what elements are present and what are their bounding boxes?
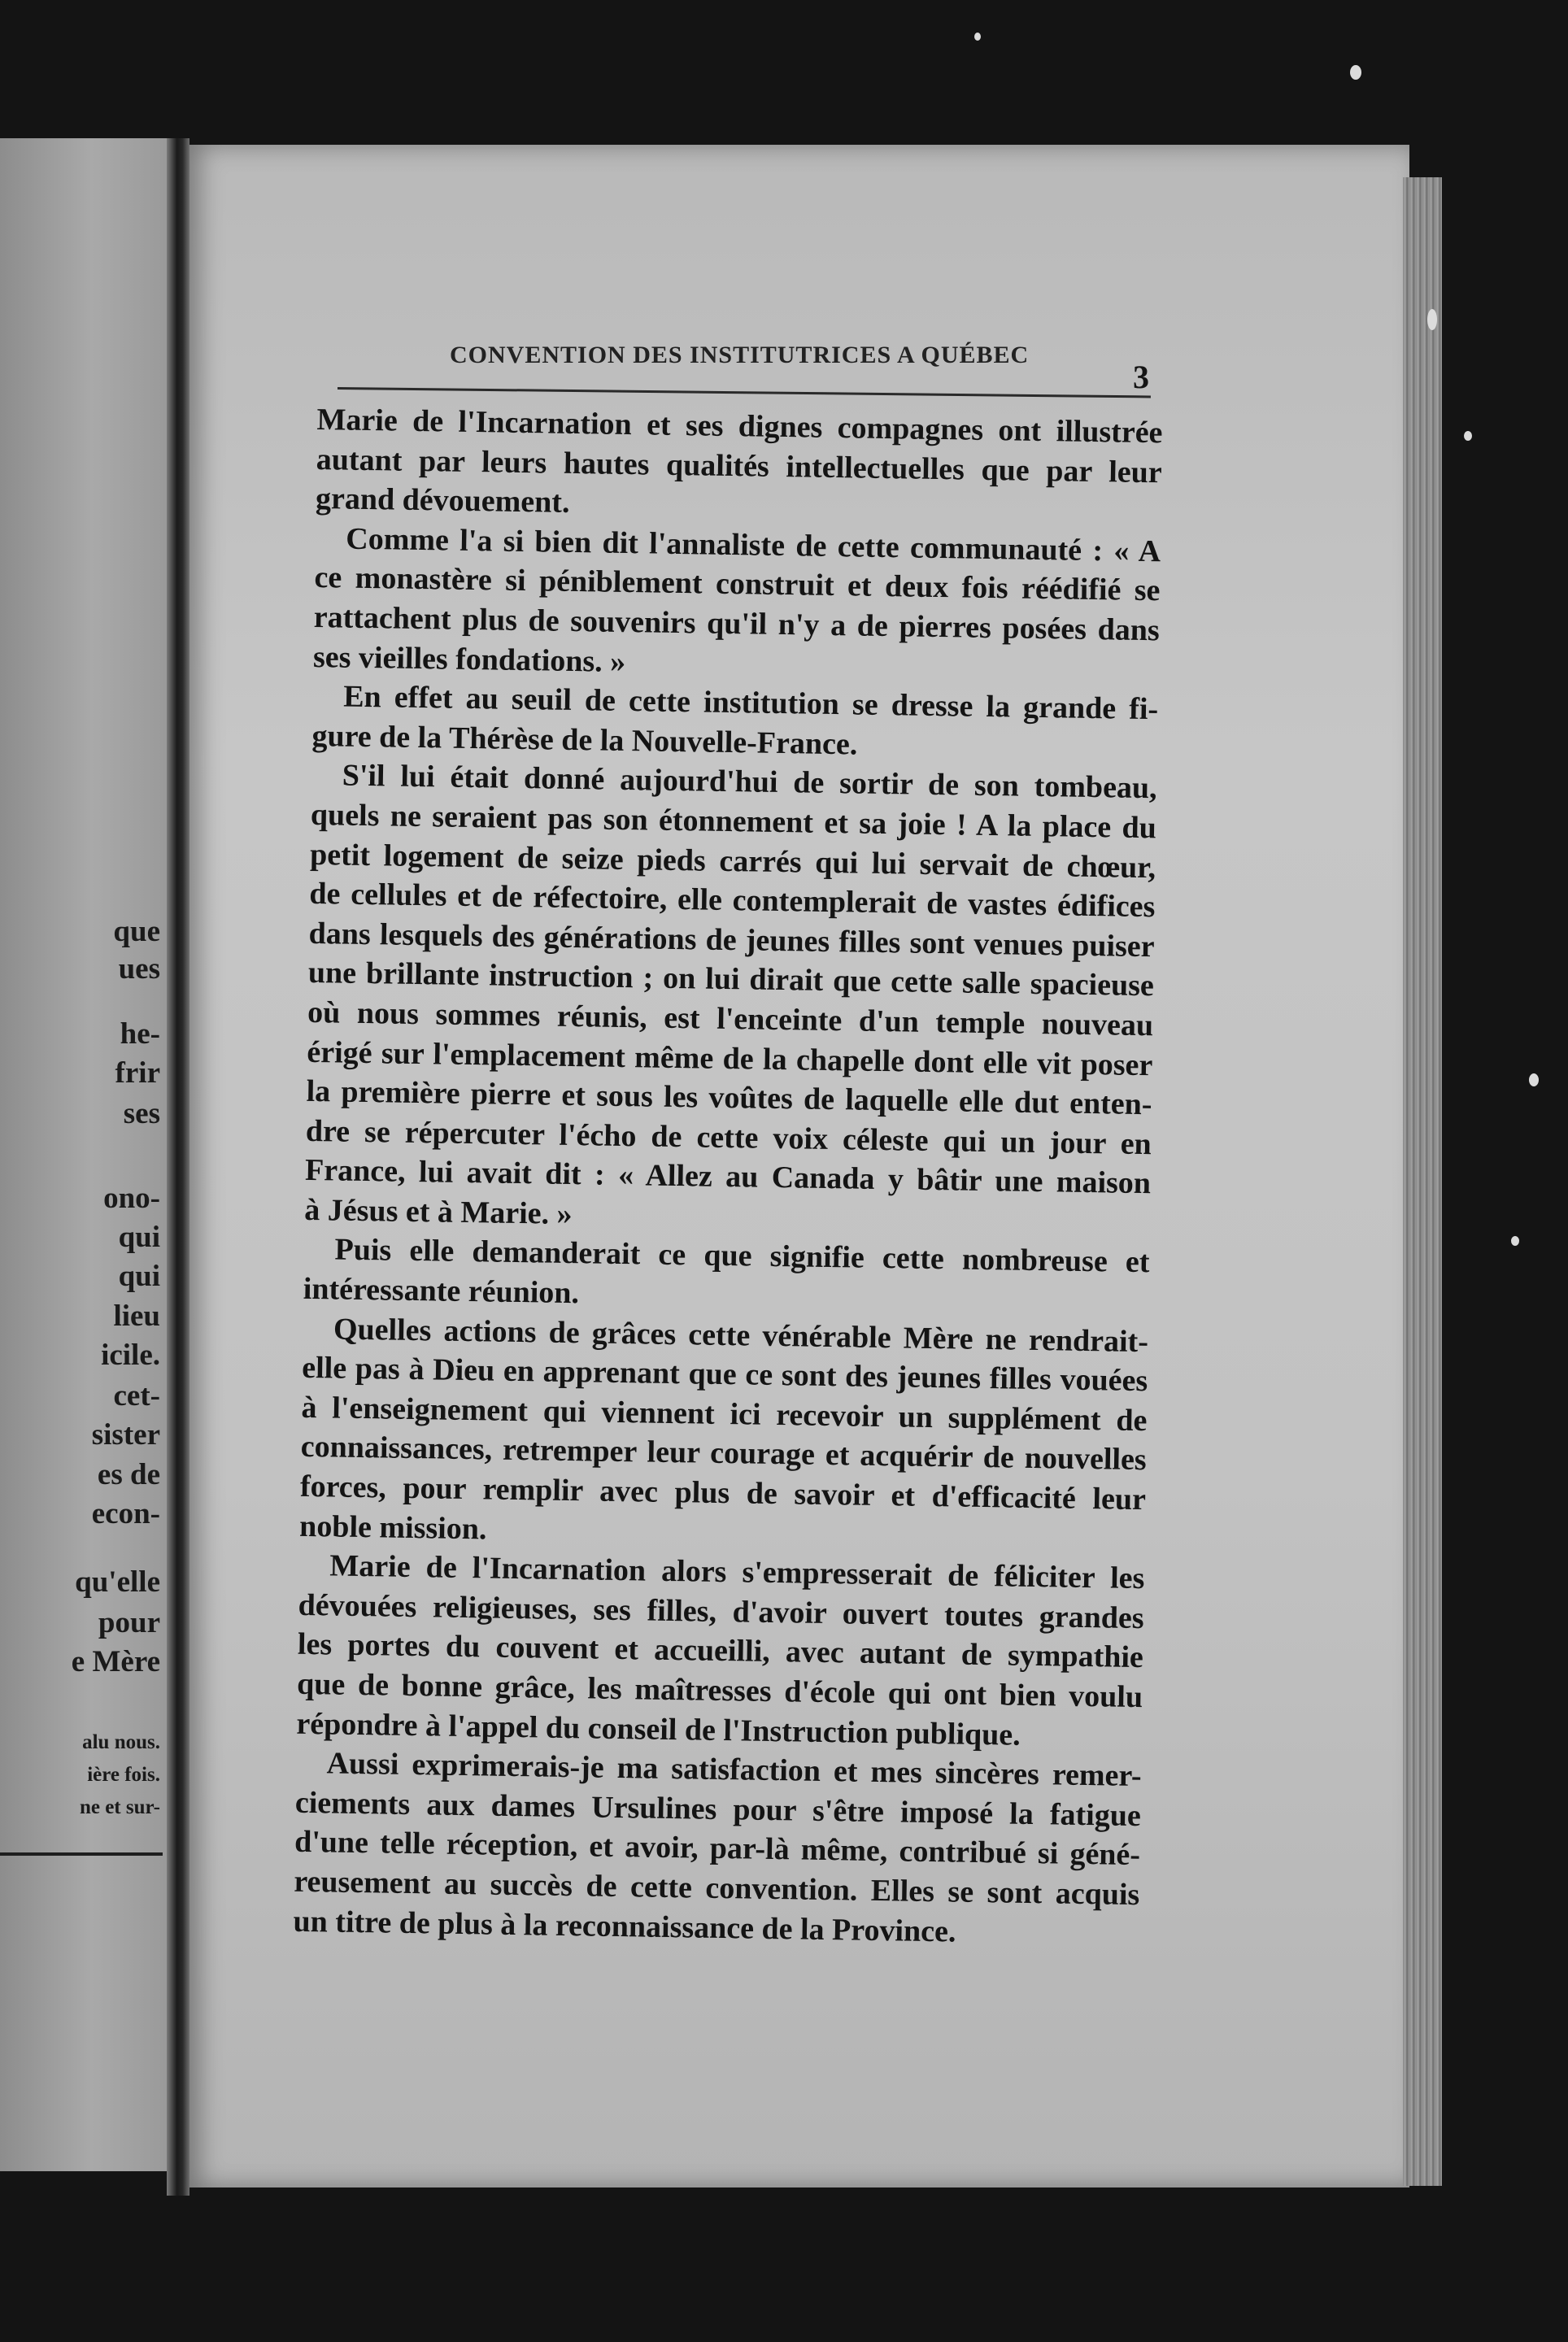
text-line: dans lesquels des générations de jeunes filles sont venues puiser <box>308 916 1155 964</box>
text-line: petit logement de seize pieds carrés qui lui servait de chœur, <box>309 837 1156 885</box>
text-line: de cellules et de réfectoire, elle contemplerait de vastes édifices <box>309 877 1156 925</box>
left-page-fragment: ono- <box>103 1182 160 1215</box>
left-page-fragment: cet- <box>113 1379 160 1413</box>
book-gutter <box>167 138 189 2196</box>
left-page-fragment: econ- <box>91 1497 160 1530</box>
text-line: dre se répercuter l'écho de cette voix céleste qui un jour en <box>305 1113 1152 1161</box>
text-line: En effet au seuil de cette institution se dresse la grande fi- <box>342 679 1159 727</box>
left-page-footnote: ière fois. <box>87 1764 160 1786</box>
text-line: grand dévouement. <box>315 481 570 520</box>
text-line: la première pierre et sous les voûtes de laquelle elle dut enten- <box>306 1073 1152 1122</box>
left-page-fragment: ses <box>123 1097 160 1130</box>
left-page-fragment: que <box>113 915 160 948</box>
text-line: elle pas à Dieu en apprenant que ce sont des jeunes filles vouées <box>301 1351 1148 1399</box>
text-line: Puis elle demanderait ce que signifie cette nombreuse et <box>334 1232 1150 1280</box>
text-line: dévouées religieuses, ses filles, d'avoir ouvert toutes grandes <box>298 1587 1144 1635</box>
running-head: CONVENTION DES INSTITUTRICES A QUÉBEC <box>450 342 1030 368</box>
left-page-footnote: ne et sur- <box>79 1796 160 1818</box>
left-page-fragment: es de <box>97 1458 160 1491</box>
text-line: Aussi exprimerais-je ma satisfaction et mes sincères remer- <box>326 1746 1142 1794</box>
left-page-fragment: e Mère <box>71 1645 160 1678</box>
left-page-fragment: qui <box>118 1221 160 1254</box>
text-line: rattachent plus de souvenirs qu'il n'y a de pierres posées dans <box>313 599 1161 648</box>
left-page-fragment: he- <box>120 1017 160 1051</box>
text-line: autant par leurs hautes qualités intellectuelles que par leur <box>316 442 1163 490</box>
text-line: gure de la Thérèse de la Nouvelle-France. <box>311 718 858 762</box>
text-line: les portes du couvent et accueilli, avec autant de sympathie <box>297 1627 1144 1675</box>
text-line: France, lui avait dit : « Allez au Canada y bâtir une maison <box>304 1153 1152 1201</box>
text-line: Comme l'a si bien dit l'annaliste de cette communauté : « A <box>345 521 1161 569</box>
text-line: reusement au succès de cette convention. Elles se sont acquis <box>294 1864 1140 1913</box>
footnote-rule <box>0 1852 163 1856</box>
left-page-fragment: frir <box>115 1056 160 1090</box>
text-line: Marie de l'Incarnation et ses dignes compagnes ont illustrée <box>316 402 1163 451</box>
text-line: un titre de plus à la reconnaissance de la Province. <box>293 1904 956 1949</box>
text-line: forces, pour remplir avec plus de savoir et d'efficacité leur <box>299 1469 1147 1517</box>
text-line: quels ne seraient pas son étonnement et sa joie ! A la place du <box>310 797 1157 846</box>
dust-speck <box>1511 1236 1519 1246</box>
text-line: érigé sur l'emplacement même de la chapelle dont elle vit poser <box>307 1034 1153 1082</box>
text-line: Marie de l'Incarnation alors s'empresserait de féliciter les <box>329 1548 1145 1596</box>
dust-speck <box>1427 309 1437 330</box>
text-line: d'une telle réception, et avoir, par-là même, contribué si géné- <box>294 1825 1141 1873</box>
page-number: 3 <box>1133 359 1149 395</box>
text-line: connaissances, retremper leur courage et acquérir de nouvelles <box>300 1430 1147 1478</box>
text-line: ses vieilles fondations. » <box>312 639 626 679</box>
text-line: ciements aux dames Ursulines pour s'être imposé la fatigue <box>294 1785 1142 1833</box>
text-line: ce monastère si péniblement construit et deux fois réédifié se <box>314 560 1161 608</box>
left-page-fragment: icile. <box>101 1339 160 1372</box>
text-line: intéressante réunion. <box>303 1271 580 1311</box>
left-facing-page <box>0 138 167 2171</box>
dust-speck <box>1350 65 1361 80</box>
dust-speck <box>1529 1073 1539 1086</box>
left-page-fragment: ues <box>118 952 160 986</box>
text-line: à l'enseignement qui viennent ici recevoir un supplément de <box>301 1390 1148 1439</box>
left-page-footnote: alu nous. <box>82 1731 160 1753</box>
text-line: où nous sommes réunis, est l'enceinte d'un temple nouveau <box>307 995 1154 1043</box>
text-line: à Jésus et à Marie. » <box>304 1192 573 1231</box>
page-edges <box>1403 177 1442 2186</box>
left-page-fragment: sister <box>91 1418 160 1452</box>
text-line: noble mission. <box>298 1508 487 1547</box>
left-page-fragment: qu'elle <box>75 1565 160 1599</box>
left-page-fragment: lieu <box>113 1299 160 1333</box>
text-line: S'il lui était donné aujourd'hui de sortir de son tombeau, <box>342 758 1157 806</box>
body-text <box>293 400 1163 1954</box>
dust-speck <box>974 33 981 41</box>
text-line: répondre à l'appel du conseil de l'Instruction publique. <box>296 1706 1021 1752</box>
text-line: une brillante instruction ; on lui dirait que cette salle spacieuse <box>307 956 1155 1003</box>
dust-speck <box>1464 431 1472 441</box>
left-page-fragment: qui <box>118 1260 160 1293</box>
left-page-fragment: pour <box>98 1606 160 1639</box>
text-line: que de bonne grâce, les maîtresses d'école qui ont bien voulu <box>296 1666 1143 1715</box>
text-line: Quelles actions de grâces cette vénérable Mère ne rendrait- <box>333 1312 1149 1359</box>
